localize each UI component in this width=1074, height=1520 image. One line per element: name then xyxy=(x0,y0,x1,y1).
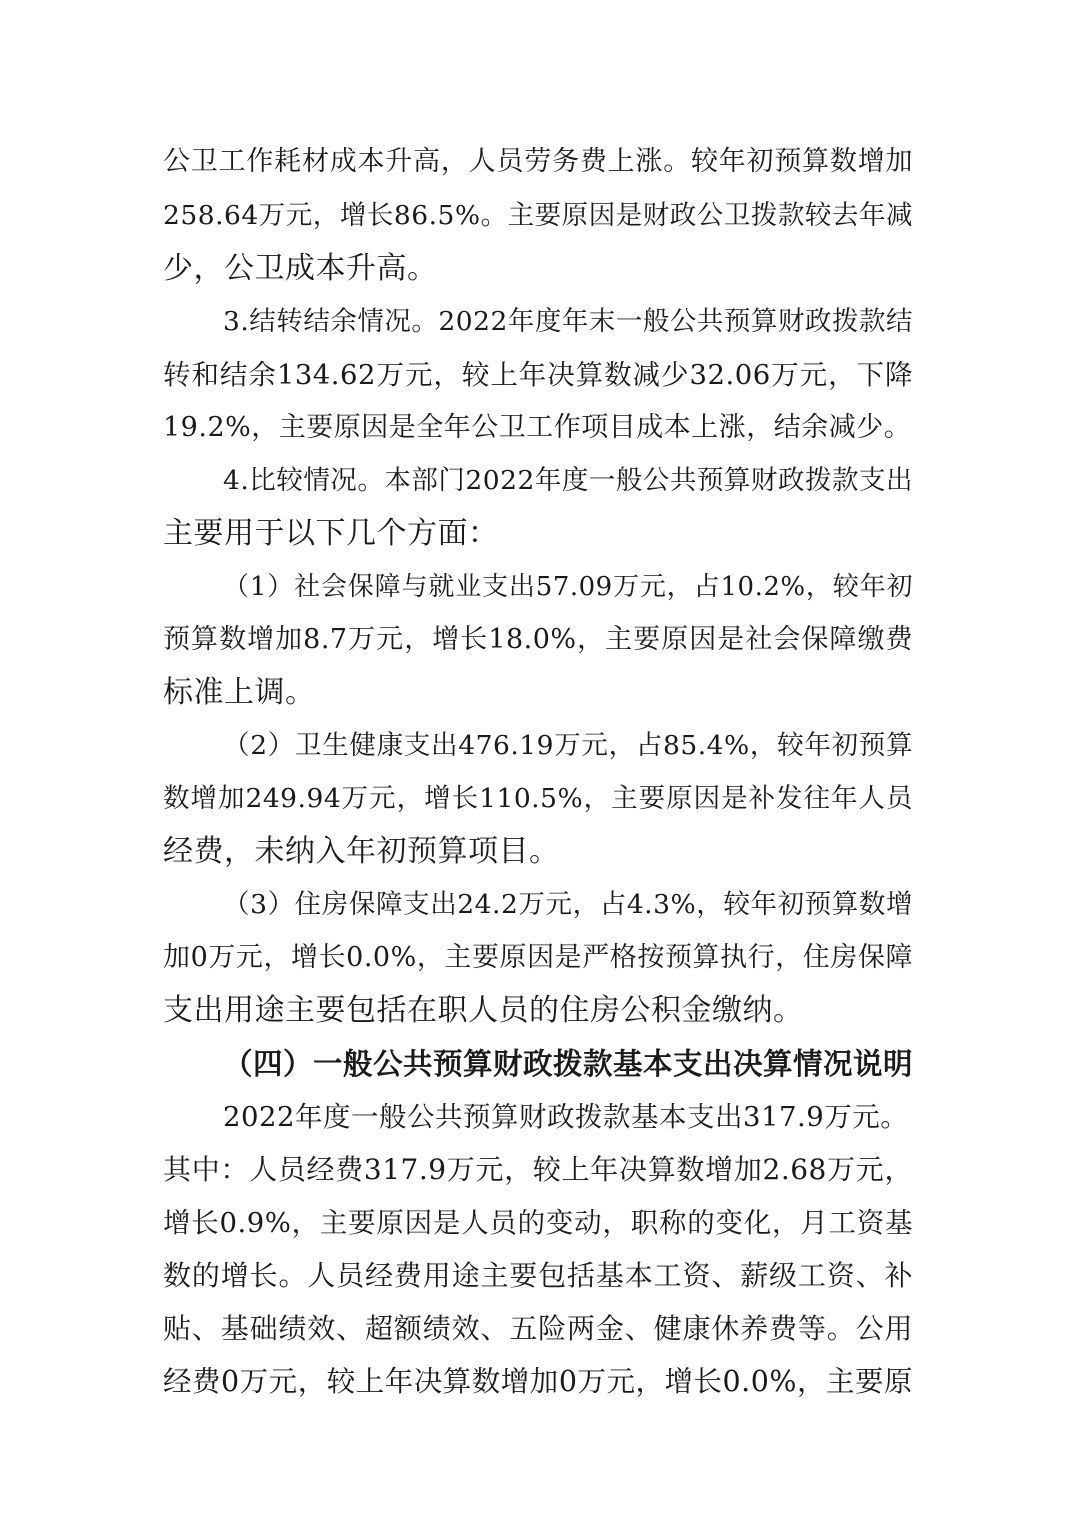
paragraph-start-line: 2022年度一般公共预算财政拨款基本支出317.9万元。 xyxy=(223,1101,909,1133)
text-line: 经费，未纳入年初预算项目。 xyxy=(163,834,560,869)
text-line: 标准上调。 xyxy=(163,675,316,710)
text-line: 转和结余134.62万元，较上年决算数减少32.06万元，下降 xyxy=(163,359,913,391)
text-line: 主要用于以下几个方面： xyxy=(163,516,499,551)
text-line: 加0万元，增长0.0%，主要原因是严格按预算执行，住房保障 xyxy=(163,942,913,973)
paragraph-start-line: 3.结转结余情况。2022年度年末一般公共预算财政拨款结 xyxy=(223,306,913,337)
text-line: 贴、基础绩效、超额绩效、五险两金、健康休养费等。公用 xyxy=(163,1312,913,1345)
text-line: 预算数增加8.7万元，增长18.0%，主要原因是社会保障缴费 xyxy=(163,624,913,655)
paragraph-start-line: （2）卫生健康支出476.19万元，占85.4%，较年初预算 xyxy=(223,730,913,761)
text-line: 数的增长。人员经费用途主要包括基本工资、薪级工资、补 xyxy=(163,1259,913,1292)
text-line: 经费0万元，较上年决算数增加0万元，增长0.0%，主要原 xyxy=(163,1365,913,1398)
text-line: 公卫工作耗材成本升高，人员劳务费上涨。较年初预算数增加 xyxy=(163,146,913,177)
text-line: 数增加249.94万元，增长110.5%，主要原因是补发往年人员 xyxy=(163,783,913,814)
paragraph-start-line: （3）住房保障支出24.2万元，占4.3%，较年初预算数增 xyxy=(223,889,913,920)
paragraph-start-line: 4.比较情况。本部门2022年度一般公共预算财政拨款支出 xyxy=(223,465,913,496)
paragraph-start-line: （1）社会保障与就业支出57.09万元，占10.2%，较年初 xyxy=(223,572,913,602)
text-line: 支出用途主要包括在职人员的住房公积金缴纳。 xyxy=(163,993,804,1028)
text-line: 258.64万元，增长86.5%。主要原因是财政公卫拨款较去年减 xyxy=(163,200,913,231)
section-heading: （四）一般公共预算财政拨款基本支出决算情况说明 xyxy=(223,1047,913,1081)
text-line: 其中：人员经费317.9万元，较上年决算数增加2.68万元， xyxy=(163,1153,913,1186)
text-line: 增长0.9%，主要原因是人员的变动，职称的变化，月工资基 xyxy=(163,1207,913,1239)
text-line: 19.2%，主要原因是全年公卫工作项目成本上涨，结余减少。 xyxy=(163,412,912,443)
text-line: 少，公卫成本升高。 xyxy=(163,251,438,286)
